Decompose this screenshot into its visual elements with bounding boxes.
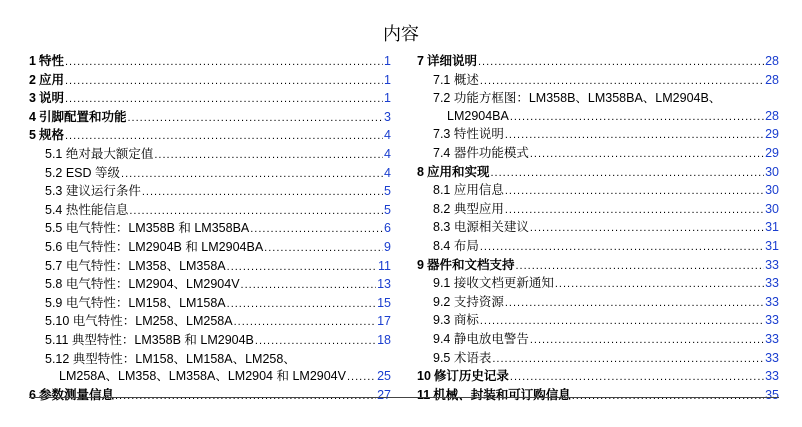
toc-entry-label: [433, 312, 479, 330]
toc-page-link[interactable]: 17: [377, 314, 391, 329]
toc-entry[interactable]: [29, 351, 391, 369]
toc-entry[interactable]: [29, 165, 391, 184]
dot-leader: [480, 313, 764, 331]
dot-leader: [530, 332, 764, 350]
toc-entry[interactable]: [417, 331, 779, 350]
toc-entry-number: 5: [29, 128, 36, 143]
toc-entry-text: 5.7 电气特性：LM358、LM358A: [45, 258, 226, 273]
toc-entry-text: 5.12 典型特性：LM158、LM158A、LM258、: [45, 351, 296, 366]
toc-entry[interactable]: [29, 127, 391, 146]
toc-entry-text: 5.10 电气特性：LM258、LM258A: [45, 314, 233, 329]
toc-entry[interactable]: [417, 182, 779, 201]
toc-page-link[interactable]: 33: [765, 313, 779, 328]
toc-entry[interactable]: [417, 164, 779, 183]
toc-page-link[interactable]: 33: [765, 331, 779, 346]
dot-leader: [490, 165, 764, 183]
dot-leader: [347, 369, 376, 387]
toc-entry-text: 详细说明: [426, 54, 477, 68]
dot-leader: [255, 333, 376, 351]
toc-page-link[interactable]: 9: [384, 239, 391, 254]
dot-leader: [227, 296, 376, 314]
toc-entry-text: 9.5 术语表: [433, 350, 492, 365]
toc-entry-text: 应用和实现: [426, 164, 490, 179]
toc-entry-label: [417, 53, 477, 71]
dot-leader: [505, 183, 764, 201]
toc-entry[interactable]: [29, 258, 391, 277]
toc-entry-text: 7.3 特性说明: [433, 127, 504, 142]
toc-entry-text: LM258A、LM358、LM358A、LM2904 和 LM2904V: [59, 369, 346, 384]
toc-entry-number: 1: [29, 54, 36, 68]
toc-page-link[interactable]: 15: [377, 295, 391, 310]
toc-page-link[interactable]: 4: [384, 165, 391, 180]
toc-entry-label: [433, 219, 529, 237]
bottom-divider: [29, 397, 779, 398]
toc-entry-label: [433, 182, 504, 200]
toc-entry-text: 8.1 应用信息: [433, 183, 504, 198]
toc-entry-label: [433, 350, 491, 368]
toc-page-link[interactable]: 3: [384, 109, 391, 124]
toc-entry-label: [45, 295, 226, 313]
toc-entry-text: 5.3 建议运行条件: [45, 184, 141, 199]
dot-leader: [65, 73, 383, 91]
toc-entry-number: 2: [29, 72, 36, 87]
toc-entry-text: 9.4 静电放电警告: [433, 331, 529, 346]
toc-page-link[interactable]: 35: [765, 387, 779, 402]
toc-page-link[interactable]: 13: [377, 277, 391, 292]
dot-leader: [154, 147, 383, 165]
toc-page-link[interactable]: 28: [765, 54, 779, 68]
toc-entry[interactable]: [417, 126, 779, 145]
toc-entry-number: 11: [417, 387, 431, 402]
toc-entry[interactable]: [29, 368, 391, 387]
dot-leader: [505, 202, 764, 220]
toc-page-link[interactable]: 25: [377, 369, 391, 384]
dot-leader: [530, 146, 764, 164]
toc-entry[interactable]: [417, 387, 779, 406]
toc-entry-text: 修订历史记录: [433, 369, 509, 384]
toc-entry-label: [45, 332, 254, 350]
toc-entry-number: 4: [29, 109, 36, 124]
toc-page-link[interactable]: 1: [384, 91, 391, 106]
toc-entry-text: 7.4 器件功能模式: [433, 145, 529, 160]
toc-page-link[interactable]: 4: [384, 146, 391, 161]
toc-entry-text: 特性: [38, 54, 64, 68]
toc-entry-text: 5.8 电气特性：LM2904、LM2904V: [45, 277, 240, 292]
toc-entry[interactable]: [29, 53, 391, 72]
toc-entry-text: 5.1 绝对最大额定值: [45, 146, 154, 161]
toc-entry-label: [45, 239, 263, 257]
toc-entry-label: [433, 201, 504, 219]
dot-leader: [65, 128, 383, 146]
toc-page-link[interactable]: 29: [765, 145, 779, 160]
toc-entry-number: 6: [29, 387, 36, 402]
toc-entry-label: [45, 313, 233, 331]
toc-entry-label: [433, 90, 721, 108]
toc-entry-label: [45, 146, 153, 164]
toc-entry-label: [433, 331, 529, 349]
toc-entry-label: [29, 387, 114, 405]
dot-leader: [480, 73, 764, 91]
toc-entry-text: 规格: [38, 128, 64, 143]
dot-leader: [241, 277, 377, 295]
toc-entry-label: [433, 145, 529, 163]
toc-entry[interactable]: [417, 275, 779, 294]
toc-entry[interactable]: [417, 145, 779, 164]
toc-entry-label: [29, 90, 64, 108]
toc-entry[interactable]: [29, 90, 391, 109]
toc-page-link[interactable]: 18: [377, 332, 391, 347]
toc-entry-label: [433, 126, 504, 144]
toc-entry[interactable]: [417, 368, 779, 387]
toc-entry-label: [417, 368, 509, 386]
dot-leader: [515, 258, 764, 276]
toc-page-link[interactable]: 28: [765, 72, 779, 87]
toc-entry[interactable]: [417, 238, 779, 257]
toc-entry-text: 5.6 电气特性：LM2904B 和 LM2904BA: [45, 239, 264, 254]
toc-entry-label: [45, 202, 128, 220]
toc-page-link[interactable]: 27: [377, 387, 391, 402]
toc-entry[interactable]: [29, 72, 391, 91]
dot-leader: [264, 240, 383, 258]
toc-left-column: [29, 53, 391, 405]
toc-entry-label: [29, 53, 64, 71]
toc-page-link[interactable]: 5: [384, 202, 391, 217]
toc-page-link[interactable]: 33: [765, 369, 779, 384]
toc-page-link[interactable]: 5: [384, 184, 391, 199]
dot-leader: [555, 276, 764, 294]
toc-entry[interactable]: [29, 183, 391, 202]
toc-page-link[interactable]: 28: [765, 108, 779, 123]
dot-leader: [65, 54, 383, 72]
toc-page-link[interactable]: 30: [765, 164, 779, 179]
toc-entry-label: [45, 276, 240, 294]
toc-entry-text: 7.2 功能方框图：LM358B、LM358BA、LM2904B、: [433, 91, 722, 106]
toc-entry[interactable]: [29, 295, 391, 314]
toc-entry-text: 8.2 典型应用: [433, 201, 504, 216]
toc-entry-label: [433, 294, 504, 312]
toc-entry-label: [59, 368, 346, 386]
toc-page-link[interactable]: 31: [765, 238, 779, 253]
toc-page-link[interactable]: 4: [384, 128, 391, 143]
toc-entry-label: [45, 165, 120, 183]
toc-entry[interactable]: [417, 53, 779, 72]
toc-entry-text: 9.3 商标: [433, 313, 479, 328]
toc-page-link[interactable]: 1: [384, 72, 391, 87]
toc-entry-text: 5.5 电气特性：LM358B 和 LM358BA: [45, 221, 250, 236]
toc-entry[interactable]: [29, 276, 391, 295]
toc-page-link[interactable]: 6: [384, 221, 391, 236]
toc-entry-text: 机械、封装和可订购信息: [433, 387, 571, 402]
toc-page-link[interactable]: 33: [765, 350, 779, 365]
toc-entry[interactable]: [417, 219, 779, 238]
toc-entry-label: [417, 164, 489, 182]
toc-entry-text: 5.2 ESD 等级: [45, 165, 121, 180]
dot-leader: [510, 369, 764, 387]
dot-leader: [505, 127, 764, 145]
toc-entry-text: 引脚配置和功能: [38, 109, 127, 124]
toc-right-column: [417, 53, 779, 405]
toc-entry-text: LM2904BA: [447, 108, 509, 123]
page-title: 内容: [383, 24, 419, 44]
toc-entry[interactable]: [417, 294, 779, 313]
toc-entry[interactable]: [29, 387, 391, 406]
toc-entry-number: 9: [417, 257, 424, 272]
toc-entry-label: [45, 183, 141, 201]
toc-page-link[interactable]: 33: [765, 257, 779, 272]
toc-entry-text: 应用: [38, 72, 64, 87]
toc-entry-label: [417, 387, 571, 405]
toc-entry-text: 9.1 接收文档更新通知: [433, 276, 554, 291]
toc-entry[interactable]: [417, 201, 779, 220]
toc-entry-text: 8.4 布局: [433, 238, 479, 253]
toc-entry-number: 10: [417, 369, 431, 384]
toc-entry-label: [45, 258, 226, 276]
toc-entry[interactable]: [417, 312, 779, 331]
toc-entry[interactable]: [417, 72, 779, 91]
dot-leader: [530, 220, 764, 238]
toc-entry-label: [433, 238, 479, 256]
toc-entry-number: 8: [417, 164, 424, 179]
toc-entry-text: 5.11 典型特性：LM358B 和 LM2904B: [45, 332, 254, 347]
toc-page-link[interactable]: 30: [765, 201, 779, 216]
dot-leader: [121, 166, 383, 184]
toc-page-link[interactable]: 30: [765, 183, 779, 198]
toc-entry[interactable]: [29, 220, 391, 239]
toc-entry-label: [433, 72, 479, 90]
toc-entry[interactable]: [417, 108, 779, 127]
dot-leader: [234, 314, 377, 332]
toc-entry-text: 器件和文档支持: [426, 257, 515, 272]
toc-entry-text: 参数测量信息: [38, 387, 114, 402]
toc-entry-label: [45, 351, 296, 369]
toc-entry-label: [45, 220, 249, 238]
dot-leader: [250, 221, 383, 239]
toc-entry[interactable]: [29, 109, 391, 128]
toc-page-link[interactable]: 33: [765, 294, 779, 309]
toc-entry[interactable]: [29, 332, 391, 351]
toc-page-link[interactable]: 29: [765, 127, 779, 142]
toc-entry-number: 3: [29, 91, 36, 106]
toc-page-link[interactable]: 1: [384, 54, 391, 68]
toc-entry[interactable]: [29, 146, 391, 165]
toc-entry[interactable]: [29, 202, 391, 221]
toc-entry[interactable]: [417, 350, 779, 369]
toc-entry[interactable]: [417, 257, 779, 276]
toc-entry-label: [29, 109, 126, 127]
toc-entry-label: [417, 257, 514, 275]
toc-entry-number: 7: [417, 54, 424, 68]
toc-entry-label: [447, 108, 509, 126]
toc-entry-text: 7.1 概述: [433, 72, 479, 87]
dot-leader: [492, 351, 764, 369]
toc-page-link[interactable]: 31: [765, 220, 779, 235]
dot-leader: [129, 203, 383, 221]
toc-entry-text: 8.3 电源相关建议: [433, 220, 529, 235]
toc-entry-label: [29, 127, 64, 145]
dot-leader: [505, 295, 764, 313]
dot-leader: [480, 239, 764, 257]
dot-leader: [142, 184, 383, 202]
toc-entry[interactable]: [29, 239, 391, 258]
toc-entry-text: 5.9 电气特性：LM158、LM158A: [45, 295, 226, 310]
dot-leader: [127, 110, 383, 128]
toc-entry-label: [29, 72, 64, 90]
toc-entry-text: 说明: [38, 91, 64, 106]
toc-entry[interactable]: [29, 313, 391, 332]
toc-entry[interactable]: [417, 90, 779, 108]
toc-page-link[interactable]: 11: [378, 258, 391, 273]
dot-leader: [65, 91, 383, 109]
toc-entry-text: 5.4 热性能信息: [45, 202, 129, 217]
dot-leader: [227, 259, 377, 277]
toc-page-link[interactable]: 33: [765, 276, 779, 291]
toc-entry-text: 9.2 支持资源: [433, 294, 504, 309]
toc-entry-label: [433, 275, 554, 293]
dot-leader: [478, 54, 764, 72]
dot-leader: [510, 109, 764, 127]
